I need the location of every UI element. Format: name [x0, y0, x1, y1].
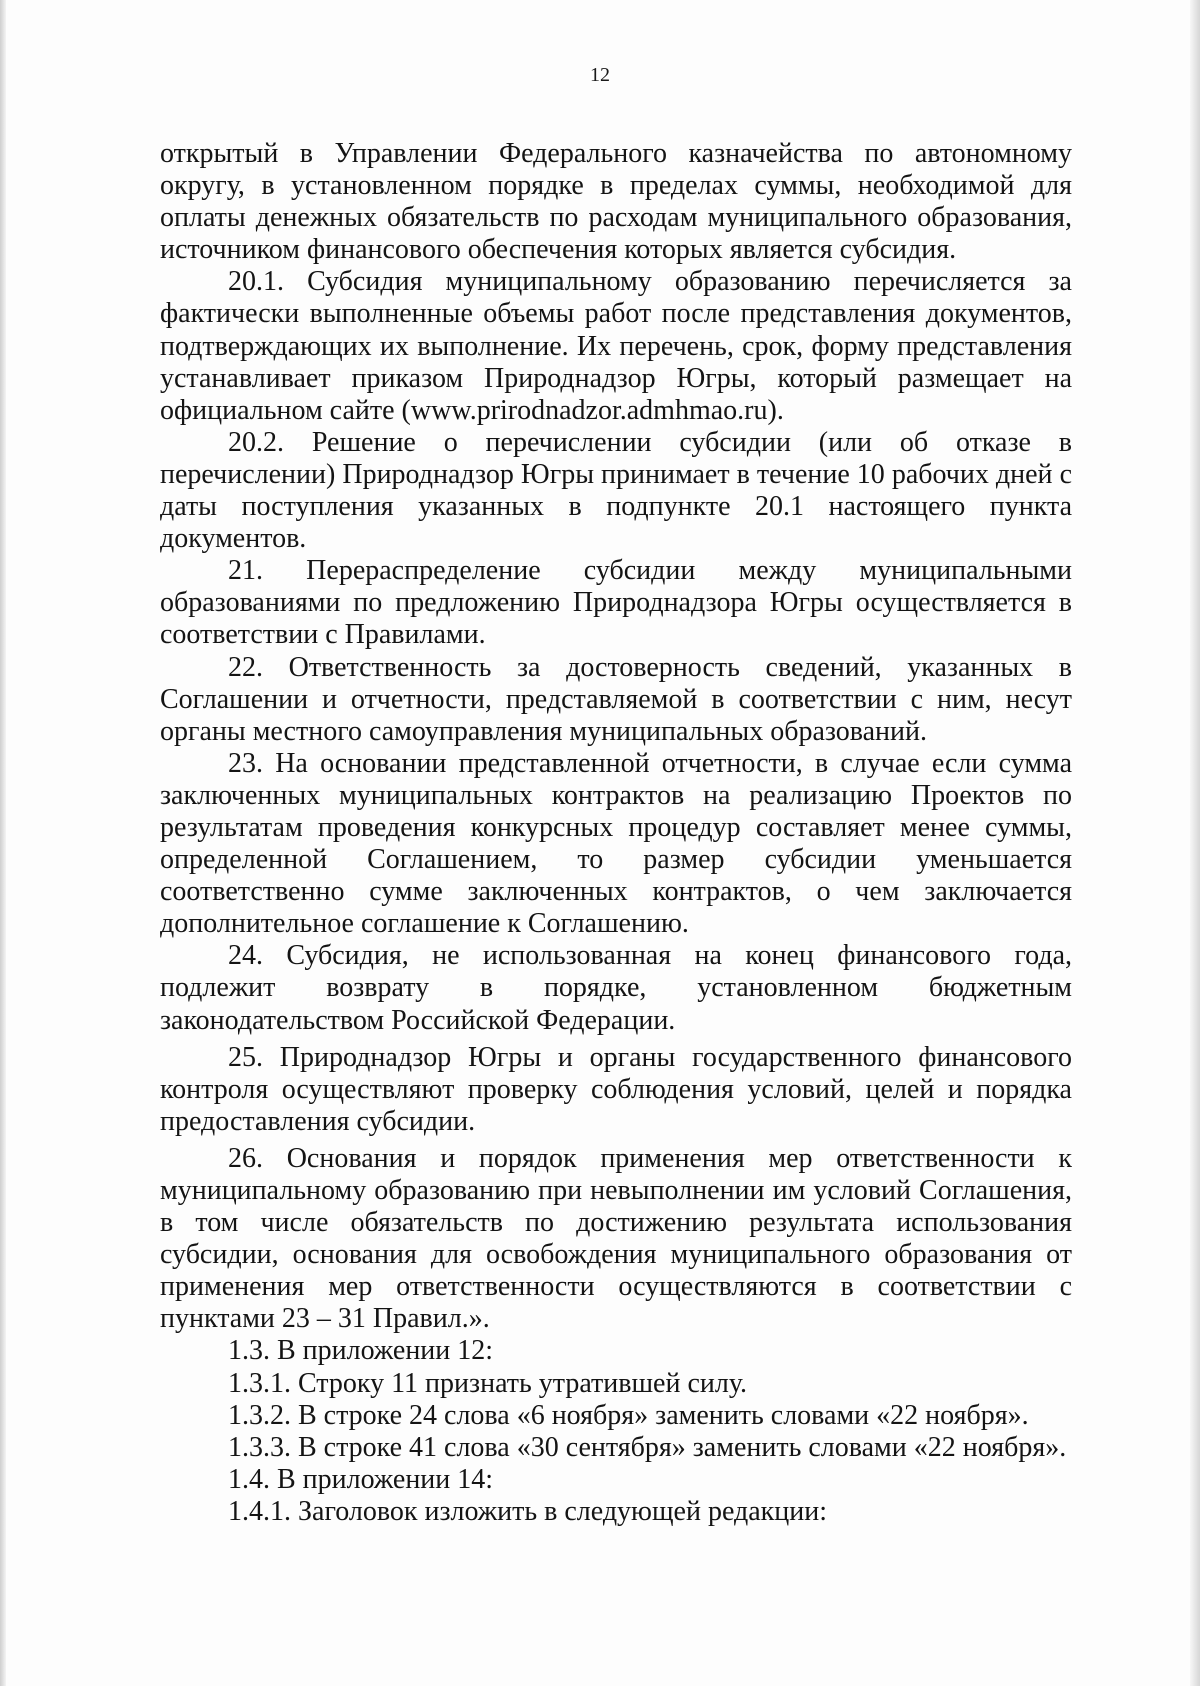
scan-edge-right [1190, 0, 1200, 1686]
paragraph-20-1: 20.1. Субсидия муниципальному образованию перечисляется за фактически выполненные объемы работ после представления документов, подтверждающих их выполнение. Их перечень, срок, форму представления устанавливает приказом Природнадзор Югры, который размещает на официальном сайте (www.prirodnadzor.admhmao.ru). [160, 266, 1072, 426]
amendment-1-3: 1.3. В приложении 12: [228, 1335, 494, 1367]
amendment-1-3-3: 1.3.3. В строке 41 слова «30 сентября» заменить словами «22 ноября». [228, 1431, 1067, 1463]
paragraph-continuation: открытый в Управлении Федерального казначейства по автономному округу, в установленном порядке в пределах суммы, необходимой для оплаты денежных обязательств по расходам муниципального образования, источником финансового обеспечения которых является субсидия. [160, 138, 1072, 266]
scan-edge-left [0, 0, 6, 1686]
amendment-1-3-2: 1.3.2. В строке 24 слова «6 ноября» заменить словами «22 ноября». [228, 1399, 1029, 1431]
paragraph-24: 24. Субсидия, не использованная на конец финансового года, подлежит возврату в порядке, установленном бюджетным законодательством Российской Федерации. [160, 940, 1072, 1036]
paragraph-21: 21. Перераспределение субсидии между муниципальными образованиями по предложению Природнадзора Югры осуществляется в соответствии с Правилами. [160, 555, 1072, 651]
document-body [160, 138, 1072, 1528]
page-number: 12 [590, 64, 610, 86]
paragraph-26: 26. Основания и порядок применения мер ответственности к муниципальному образованию при невыполнении им условий Соглашения, в том числе обязательств по достижению результата использования субсидии, основания для освобождения муниципального образования от применения мер ответственности осуществляются в соответствии с пунктами 23 – 31 Правил.». [160, 1142, 1072, 1335]
amendment-1-4: 1.4. В приложении 14: [228, 1463, 494, 1495]
amendment-1-3-1: 1.3.1. Строку 11 признать утратившей силу. [228, 1367, 748, 1399]
paragraph-22: 22. Ответственность за достоверность сведений, указанных в Соглашении и отчетности, представляемой в соответствии с ним, несут органы местного самоуправления муниципальных образований. [160, 651, 1072, 747]
paragraph-23: 23. На основании представленной отчетности, в случае если сумма заключенных муниципальных контрактов на реализацию Проектов по результатам проведения конкурсных процедур составляет менее суммы, определенной Соглашением, то размер субсидии уменьшается соответственно сумме заключенных контрактов, о чем заключается дополнительное соглашение к Соглашению. [160, 747, 1072, 940]
paragraph-20-2: 20.2. Решение о перечислении субсидии (или об отказе в перечислении) Природнадзор Югры принимает в течение 10 рабочих дней с даты поступления указанных в подпункте 20.1 настоящего пункта документов. [160, 426, 1072, 555]
amendment-1-4-1: 1.4.1. Заголовок изложить в следующей редакции: [228, 1495, 828, 1527]
paragraph-25: 25. Природнадзор Югры и органы государственного финансового контроля осуществляют проверку соблюдения условий, целей и порядка предоставления субсидии. [160, 1041, 1072, 1137]
